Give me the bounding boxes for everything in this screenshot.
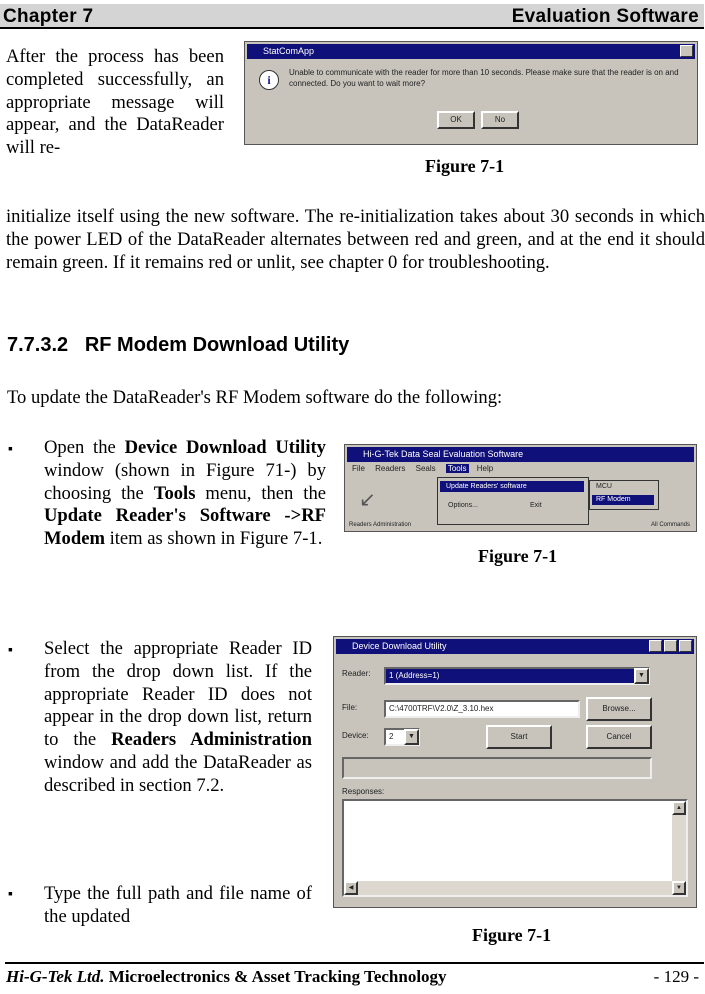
status-right: All Commands: [650, 522, 690, 528]
submenu-item-rf-modem[interactable]: RF Modem: [592, 495, 654, 505]
status-left: Readers Administration: [349, 522, 412, 528]
bullet-marker: ▪: [8, 442, 13, 457]
responses-label: Responses:: [342, 787, 385, 796]
tools-dropdown: [437, 477, 589, 525]
footer-rule: [5, 962, 704, 964]
vertical-scrollbar[interactable]: [672, 801, 686, 895]
figure-2-window: [344, 444, 697, 532]
figure-2-caption: Figure 7-1: [478, 546, 558, 566]
download-utility-titlebar: Device Download Utility: [336, 639, 694, 654]
bullet-2-text: Select the appropriate Reader ID from the drop down list. If the appropriate Reader ID does not appear in the drop down list, return to the Readers Administration window and add the DataReader as described in section 7.2.: [44, 638, 312, 796]
figure-3-dialog: [333, 636, 697, 908]
scroll-left-icon[interactable]: ◀: [344, 881, 358, 895]
chevron-down-icon[interactable]: ▼: [404, 729, 419, 745]
cancel-button[interactable]: Cancel: [586, 725, 652, 749]
info-icon: i: [259, 70, 279, 90]
section-intro: To update the DataReader's RF Modem software do the following:: [7, 387, 503, 408]
figure-3-caption: Figure 7-1: [472, 925, 552, 945]
menu-item-exit[interactable]: Exit: [530, 502, 542, 509]
ok-button[interactable]: OK: [437, 111, 475, 129]
menu-seals[interactable]: Seals: [415, 464, 436, 473]
intro-paragraph-wrapped: After the process has been completed successfully, an appropriate message will appear, and the DataReader will re-: [6, 46, 224, 159]
close-icon[interactable]: [679, 640, 692, 652]
scroll-up-icon[interactable]: ▲: [672, 801, 686, 815]
horizontal-scrollbar[interactable]: [344, 881, 672, 895]
reader-dropdown[interactable]: 1 (Address=1): [384, 667, 650, 685]
minimize-icon[interactable]: [649, 640, 662, 652]
submenu-item-mcu[interactable]: MCU: [596, 483, 612, 490]
device-label: Device:: [342, 731, 369, 740]
bullet-marker: ▪: [8, 887, 13, 902]
chevron-down-icon[interactable]: ▼: [634, 668, 649, 684]
bullet-marker: ▪: [8, 643, 13, 658]
reader-label: Reader:: [342, 669, 371, 678]
file-label: File:: [342, 703, 358, 712]
menu-readers[interactable]: Readers: [375, 464, 406, 473]
menu-file[interactable]: File: [352, 464, 365, 473]
maximize-icon[interactable]: [664, 640, 677, 652]
antenna-icon: ↙: [359, 489, 376, 511]
page-number: - 129 -: [653, 967, 699, 986]
figure-1-dialog: [244, 41, 698, 145]
file-path-input[interactable]: C:\4700TRF\V2.0\Z_3.10.hex: [384, 700, 580, 718]
no-button[interactable]: No: [481, 111, 519, 129]
browse-button[interactable]: Browse...: [586, 697, 652, 721]
scroll-down-icon[interactable]: ▼: [672, 881, 686, 895]
menu-item-options[interactable]: Options...: [448, 502, 478, 509]
progress-bar: [342, 757, 652, 779]
intro-paragraph-full: initialize itself using the new software. The re-initialization takes about 30 seconds in which the power LED of the DataReader alternates between red and green, and at the end it should remain green. If it remains red or unlit, see chapter 0 for troubleshooting.: [6, 206, 705, 273]
device-dropdown[interactable]: 2: [384, 728, 420, 746]
dialog-message: Unable to communicate with the reader for more than 10 seconds. Please make sure that the reader is on and connected. Do you want to wait more?: [289, 68, 679, 88]
dialog-titlebar: StatComApp: [247, 44, 695, 59]
figure-1-caption: Figure 7-1: [425, 156, 505, 176]
close-icon[interactable]: [680, 45, 693, 57]
menu-item-update[interactable]: Update Readers' software: [440, 481, 584, 492]
bullet-1-text: Open the Device Download Utility window (shown in Figure 71-) by choosing the Tools menu, then the Update Reader's Software ->RF Modem item as shown in Figure 7-1.: [44, 437, 326, 550]
section-label: Evaluation Software: [511, 6, 699, 27]
footer-company: Hi-G-Tek Ltd. Microelectronics & Asset Tracking Technology: [6, 967, 447, 986]
menu-tools[interactable]: Tools: [447, 464, 467, 473]
menu-bar: [348, 464, 693, 476]
menu-help[interactable]: Help: [476, 464, 494, 473]
update-submenu: [589, 480, 659, 510]
section-heading: 7.7.3.2 RF Modem Download Utility: [7, 334, 350, 356]
app-titlebar: Hi-G-Tek Data Seal Evaluation Software: [347, 447, 694, 462]
bullet-3-text: Type the full path and file name of the updated: [44, 883, 312, 927]
chapter-label: Chapter 7: [3, 6, 94, 27]
start-button[interactable]: Start: [486, 725, 552, 749]
